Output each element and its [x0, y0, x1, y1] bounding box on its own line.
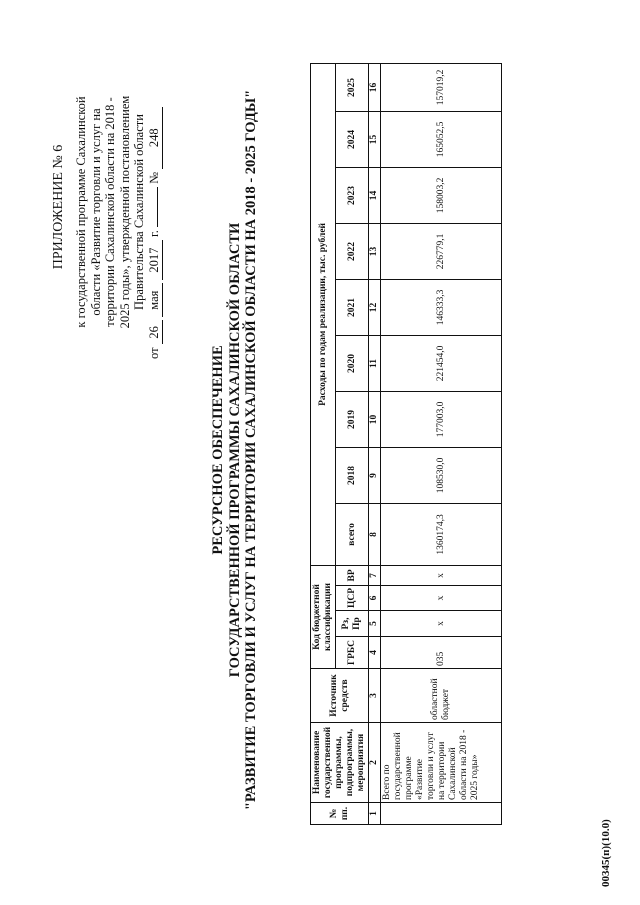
column-number: 4: [369, 637, 381, 669]
header-year: 2018: [336, 447, 369, 503]
row-year-value: 146333,3: [381, 279, 502, 335]
column-number: 12: [369, 279, 381, 335]
column-number: 3: [369, 669, 381, 723]
appendix-ot: от: [147, 347, 162, 359]
row-num: [381, 803, 502, 825]
column-number: 16: [369, 63, 381, 111]
appendix-block: [52, 47, 163, 377]
row-year-value: 158003,2: [381, 167, 502, 223]
header-vr: ВР: [336, 565, 369, 585]
header-rzpr: Рз, Пр: [336, 611, 369, 637]
appendix-blank: [157, 187, 158, 227]
row-rzpr: x: [381, 611, 502, 637]
header-expenses: Расходы по годам реализации, тыс. рублей: [311, 63, 336, 565]
title-line-2: ГОСУДАРСТВЕННОЙ ПРОГРАММЫ САХАЛИНСКОЙ ОБЛАСТИ: [226, 222, 243, 678]
row-csr: x: [381, 585, 502, 610]
column-number: 8: [369, 503, 381, 565]
title-line-3: "РАЗВИТИЕ ТОРГОВЛИ И УСЛУГ НА ТЕРРИТОРИИ САХАЛИНСКОЙ ОБЛАСТИ НА 2018 - 2025 ГОДЫ": [243, 89, 259, 811]
header-kbk: Код бюджетной классификации: [311, 565, 336, 668]
form-code: 00345(п)(10.0): [600, 819, 612, 887]
appendix-month: мая: [147, 283, 162, 317]
row-year-value: 221454,0: [381, 335, 502, 391]
header-num: № пп.: [311, 803, 369, 825]
column-number: 5: [369, 611, 381, 637]
header-name: Наименование государственной программы, подпрограммы, мероприятия: [311, 723, 369, 803]
appendix-line: Правительства Сахалинской области: [132, 114, 147, 310]
appendix-date-line: [147, 47, 162, 377]
column-number: 11: [369, 335, 381, 391]
appendix-line: территории Сахалинской области на 2018 -: [103, 97, 118, 327]
appendix-line: 2025 годы», утвержденной постановлением: [117, 95, 132, 329]
column-number: 2: [369, 723, 381, 803]
header-row-1: [311, 63, 336, 824]
appendix-line: к государственной программе Сахалинской: [74, 96, 89, 328]
column-number: 15: [369, 111, 381, 167]
header-grbs: ГРБС: [336, 637, 369, 669]
appendix-number: 248: [147, 107, 162, 169]
row-year-value: 177003,0: [381, 391, 502, 447]
appendix-title: ПРИЛОЖЕНИЕ № 6: [51, 144, 66, 270]
appendix-line: области «Развитие торговли и услуг на: [88, 108, 103, 316]
header-year: 2025: [336, 63, 369, 111]
column-number: 13: [369, 223, 381, 279]
column-number: 6: [369, 585, 381, 610]
header-year: 2023: [336, 167, 369, 223]
header-year: 2021: [336, 279, 369, 335]
appendix-day: 26: [147, 320, 162, 344]
appendix-text: [74, 47, 146, 377]
title-line-1: РЕСУРСНОЕ ОБЕСПЕЧЕНИЕ: [210, 345, 226, 555]
column-number: 14: [369, 167, 381, 223]
header-csr: ЦСР: [336, 585, 369, 610]
row-grbs: 035: [381, 637, 502, 669]
document-title: [210, 55, 260, 845]
header-year: 2019: [336, 391, 369, 447]
row-year-value: 108530,0: [381, 447, 502, 503]
row-source: областной бюджет: [381, 669, 502, 723]
row-year-value: 165052,5: [381, 111, 502, 167]
row-total: 1360174,3: [381, 503, 502, 565]
column-number-row: [369, 63, 381, 824]
resource-table: [310, 63, 502, 825]
appendix-no-label: №: [147, 171, 162, 184]
table-row: [381, 63, 502, 824]
column-number: 7: [369, 565, 381, 585]
appendix-g: г.: [147, 230, 162, 237]
row-year-value: 157019,2: [381, 63, 502, 111]
column-number: 1: [369, 803, 381, 825]
header-year: 2020: [336, 335, 369, 391]
column-number: 10: [369, 391, 381, 447]
header-year: 2024: [336, 111, 369, 167]
column-number: 9: [369, 447, 381, 503]
row-year-value: 226779,1: [381, 223, 502, 279]
appendix-year: 2017: [147, 240, 162, 280]
header-total: всего: [336, 503, 369, 565]
header-source: Источник средств: [311, 669, 369, 723]
row-name: Всего по государственной программе «Развитие торговли и услуг на территории Сахалинской области на 2018 - 2025 годы»: [381, 723, 502, 803]
header-year: 2022: [336, 223, 369, 279]
row-vr: x: [381, 565, 502, 585]
